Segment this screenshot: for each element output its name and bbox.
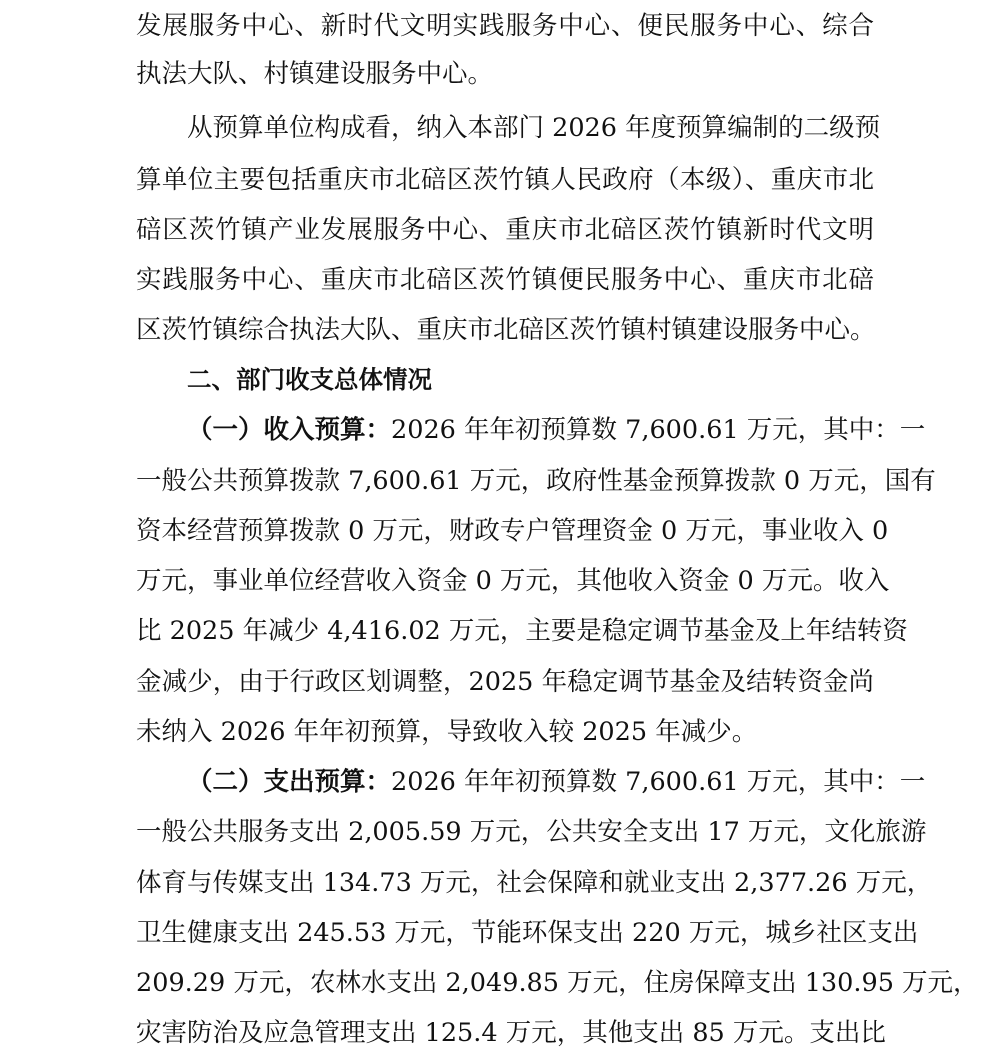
paragraph-line: 一般公共服务支出 2,005.59 万元，公共安全支出 17 万元，文化旅游 bbox=[136, 817, 927, 847]
income-first-line bbox=[187, 404, 926, 456]
paragraph-line: 卫生健康支出 245.53 万元，节能环保支出 220 万元，城乡社区支出 bbox=[136, 918, 919, 948]
income-text: 2026 年年初预算数 7,600.61 万元，其中：一 bbox=[391, 415, 926, 445]
paragraph-line: 金减少，由于行政区划调整，2025 年稳定调节基金及结转资金尚 bbox=[136, 667, 874, 697]
expense-first-line bbox=[187, 756, 926, 808]
income-label: （一）收入预算： bbox=[187, 415, 392, 445]
paragraph-line: 比 2025 年减少 4,416.02 万元，主要是稳定调节基金及上年结转资 bbox=[136, 616, 908, 646]
expense-text: 2026 年年初预算数 7,600.61 万元，其中：一 bbox=[391, 767, 926, 797]
paragraph-line: 未纳入 2026 年年初预算，导致收入较 2025 年减少。 bbox=[136, 717, 758, 747]
paragraph-line: 体育与传媒支出 134.73 万元，社会保障和就业支出 2,377.26 万元， bbox=[136, 868, 933, 898]
paragraph-line: 碚区茨竹镇产业发展服务中心、重庆市北碚区茨竹镇新时代文明 bbox=[136, 215, 874, 245]
paragraph-line: 资本经营预算拨款 0 万元，财政专户管理资金 0 万元，事业收入 0 bbox=[136, 516, 889, 546]
section-heading: 二、部门收支总体情况 bbox=[187, 365, 432, 394]
expense-label: （二）支出预算： bbox=[187, 767, 392, 797]
paragraph-line: 209.29 万元，农林水支出 2,049.85 万元，住房保障支出 130.95 万元， bbox=[136, 968, 979, 998]
paragraph-line: 执法大队、村镇建设服务中心。 bbox=[136, 59, 494, 89]
paragraph-line: 区茨竹镇综合执法大队、重庆市北碚区茨竹镇村镇建设服务中心。 bbox=[136, 315, 876, 345]
paragraph-line: 灾害防治及应急管理支出 125.4 万元，其他支出 85 万元。支出比 bbox=[136, 1018, 886, 1048]
paragraph-line: 一般公共预算拨款 7,600.61 万元，政府性基金预算拨款 0 万元，国有 bbox=[136, 466, 936, 496]
paragraph-line: 实践服务中心、重庆市北碚区茨竹镇便民服务中心、重庆市北碚 bbox=[136, 265, 874, 295]
paragraph-line: 发展服务中心、新时代文明实践服务中心、便民服务中心、综合 bbox=[136, 11, 874, 41]
paragraph-line: 算单位主要包括重庆市北碚区茨竹镇人民政府（本级）、重庆市北 bbox=[136, 165, 874, 195]
paragraph-line: 万元，事业单位经营收入资金 0 万元，其他收入资金 0 万元。收入 bbox=[136, 566, 890, 596]
paragraph-line: 从预算单位构成看，纳入本部门 2026 年度预算编制的二级预 bbox=[187, 113, 881, 143]
